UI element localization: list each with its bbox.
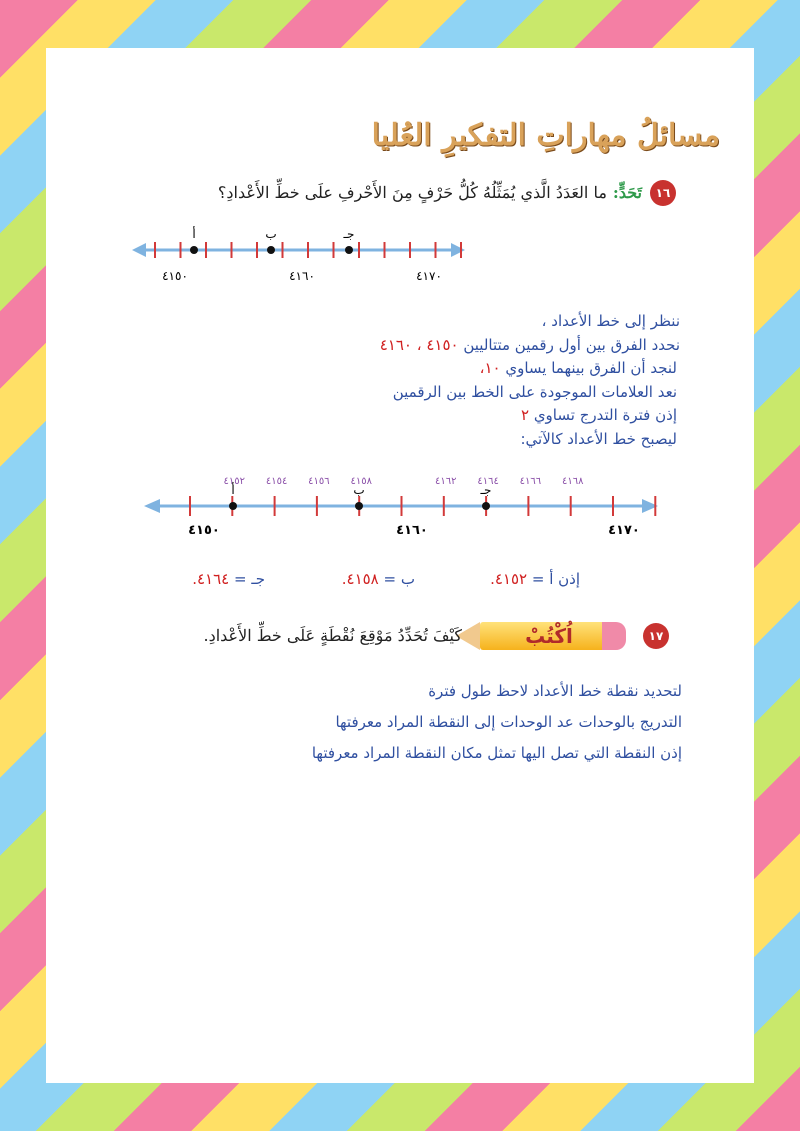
number-line-2-minor-label: ٤١٥٦: [308, 476, 330, 487]
solution-block: [380, 310, 680, 451]
number-line-2-letter-b: ب: [353, 483, 365, 497]
number-line-2-minor-label: ٤١٥٢: [223, 476, 246, 487]
section-title: مسائلُ مهاراتِ التفكيرِ العُليا: [371, 118, 720, 153]
number-line-1-letter-c: جـ: [343, 227, 355, 241]
question-number-17: ١٧: [643, 623, 669, 649]
solution-line-1: ننظر إلى خط الأعداد ،: [541, 312, 680, 330]
pencil-icon: [470, 620, 630, 652]
answer-c-value: ٤١٦٤.: [192, 570, 230, 588]
number-line-1-label-4150: ٤١٥٠: [162, 269, 188, 283]
question-17-text: كَيْفَ تُحَدِّدُ مَوْقِعَ نُقْطَةٍ عَلَى خطِّ الأَعْدادِ.: [203, 626, 462, 645]
number-line-1-point-a: [190, 246, 198, 254]
answer-c: جـ = ٤١٦٤.: [192, 570, 265, 588]
solution-line-3: لنجد أن الفرق بينهما يساوي ١٠،: [479, 359, 677, 377]
solution-line-6: ليصبح خط الأعداد كالآتي:: [520, 429, 677, 448]
number-line-2-minor-label: ٤١٦٢: [435, 476, 457, 487]
number-line-2-letter-c: جـ: [480, 483, 492, 497]
number-line-2-point-c: [482, 502, 490, 510]
number-line-2-point-a: [229, 502, 237, 510]
number-line-2-minor-label: ٤١٥٨: [350, 476, 372, 487]
number-line-1-label-4160: ٤١٦٠: [289, 269, 315, 283]
page-sheet: [46, 48, 754, 1083]
answer-b-value: ٤١٥٨.: [341, 570, 379, 588]
question-16-keyword: تَحَدٍّ:: [612, 183, 642, 202]
number-line-2-label-4170: ٤١٧٠: [608, 523, 640, 538]
writing-line-1: لتحديد نقطة خط الأعداد لاحظ طول فترة: [428, 682, 682, 700]
number-line-2-minor-label: ٤١٦٤: [477, 476, 499, 487]
answer-b: ب = ٤١٥٨.: [341, 570, 415, 588]
number-line-1-letter-b: ب: [265, 227, 277, 241]
question-16-body: ما العَدَدُ الَّذي يُمَثِّلُهُ كُلُّ حَرْفٍ مِنَ الأَحْرفِ علَى خطِّ الأَعْدادِ؟: [217, 183, 607, 202]
number-line-2-minor-label: ٤١٦٦: [519, 476, 542, 487]
solution-line-5: إذن فترة التدرج تساوي ٢: [520, 406, 677, 424]
number-line-2-minor-label: ٤١٦٨: [561, 476, 584, 487]
number-line-1: [130, 225, 470, 285]
number-line-2-label-4160: ٤١٦٠: [396, 523, 428, 538]
question-number-16: ١٦: [650, 180, 676, 206]
number-line-2-left-arrow: [144, 499, 160, 513]
number-line-1-right-arrow: [451, 243, 465, 257]
solution-line-4: نعد العلامات الموجودة على الخط بين الرقمين: [392, 382, 677, 401]
writing-answer-block: [312, 676, 682, 769]
number-line-1-point-b: [267, 246, 275, 254]
answer-a-value: ٤١٥٢.: [490, 570, 528, 588]
number-line-2-minor-label: ٤١٥٤: [265, 476, 288, 487]
pencil-label: اُكْتُبْ: [525, 624, 573, 648]
number-line-2-letter-a: أ: [231, 483, 235, 497]
question-16-text: [218, 183, 642, 202]
solution-line-3-value: ١٠،: [479, 359, 501, 377]
number-line-2: [140, 472, 665, 542]
number-line-2-label-4150: ٤١٥٠: [188, 523, 220, 538]
number-line-2-point-b: [355, 502, 363, 510]
number-line-1-letter-a: أ: [192, 227, 196, 241]
solution-line-2-values: ٤١٥٠ ، ٤١٦٠: [379, 335, 459, 354]
solution-line-2: نحدد الفرق بين أول رقمين متتاليين ٤١٥٠ ، ٤١٦٠: [379, 335, 680, 354]
number-line-1-point-c: [345, 246, 353, 254]
number-line-1-left-arrow: [132, 243, 146, 257]
writing-line-3: إذن النقطة التي تصل اليها تمثل مكان النقطة المراد معرفتها: [311, 744, 682, 762]
answer-a: إذن أ = ٤١٥٢.: [490, 570, 580, 588]
solution-line-5-value: ٢: [520, 406, 530, 424]
number-line-1-label-4170: ٤١٧٠: [416, 269, 442, 283]
writing-line-2: التدريج بالوحدات عد الوحدات إلى النقطة المراد معرفتها: [335, 713, 682, 731]
